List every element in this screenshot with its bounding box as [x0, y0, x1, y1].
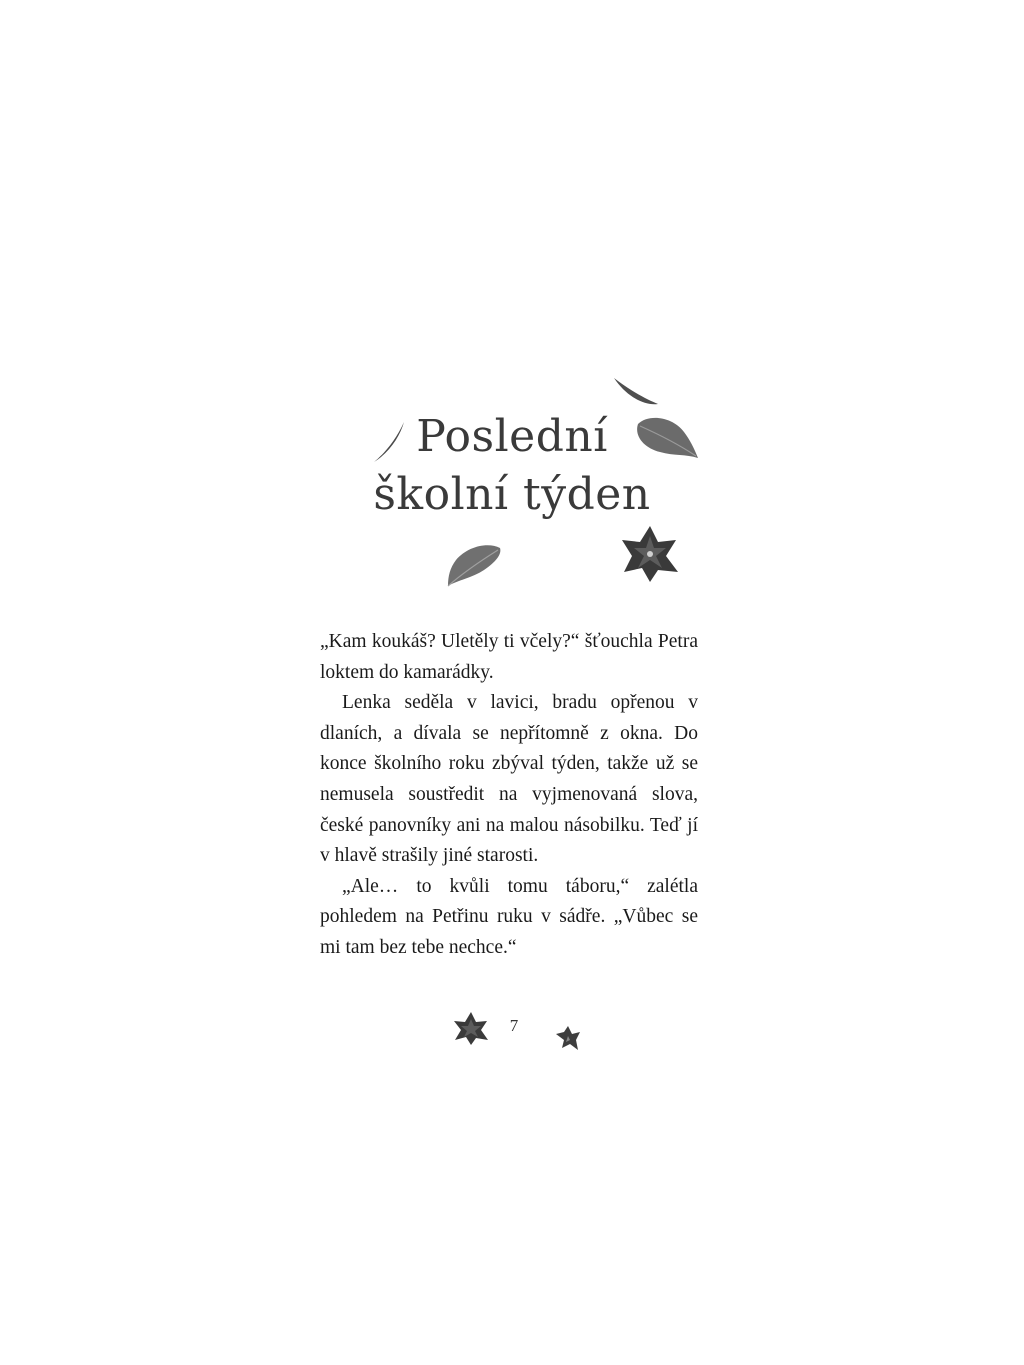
- page-number: 7: [509, 1016, 519, 1035]
- flower-icon: [554, 1024, 582, 1052]
- paragraph: „Ale… to kvůli tomu táboru,“ zalétla pohledem na Petřinu ruku v sádře. „Vůbec se mi tam bez tebe nechce.“: [320, 875, 698, 958]
- leaf-icon: [612, 374, 662, 408]
- chapter-title: [300, 408, 724, 524]
- chapter-body: [320, 627, 698, 964]
- paragraph: Lenka seděla v lavici, bradu opřenou v dlaních, a dívala se nepřítomně z okna. Do konce školního roku zbýval týden, takže už se nemusela soustředit na vyjmenovaná slova, české panovníky ani na malou násobilku. Teď jí v hlavě strašily jiné starosti.: [320, 692, 698, 867]
- chapter-title-line-2: školní týden: [373, 469, 651, 520]
- chapter-title-line-1: Poslední: [416, 411, 608, 462]
- paragraph: „Kam koukáš? Uletěly ti včely?“ šťouchla Petra loktem do kamarádky.: [320, 631, 698, 683]
- leaf-icon: [444, 542, 502, 588]
- flower-icon: [618, 522, 682, 584]
- flower-icon: [452, 1010, 490, 1046]
